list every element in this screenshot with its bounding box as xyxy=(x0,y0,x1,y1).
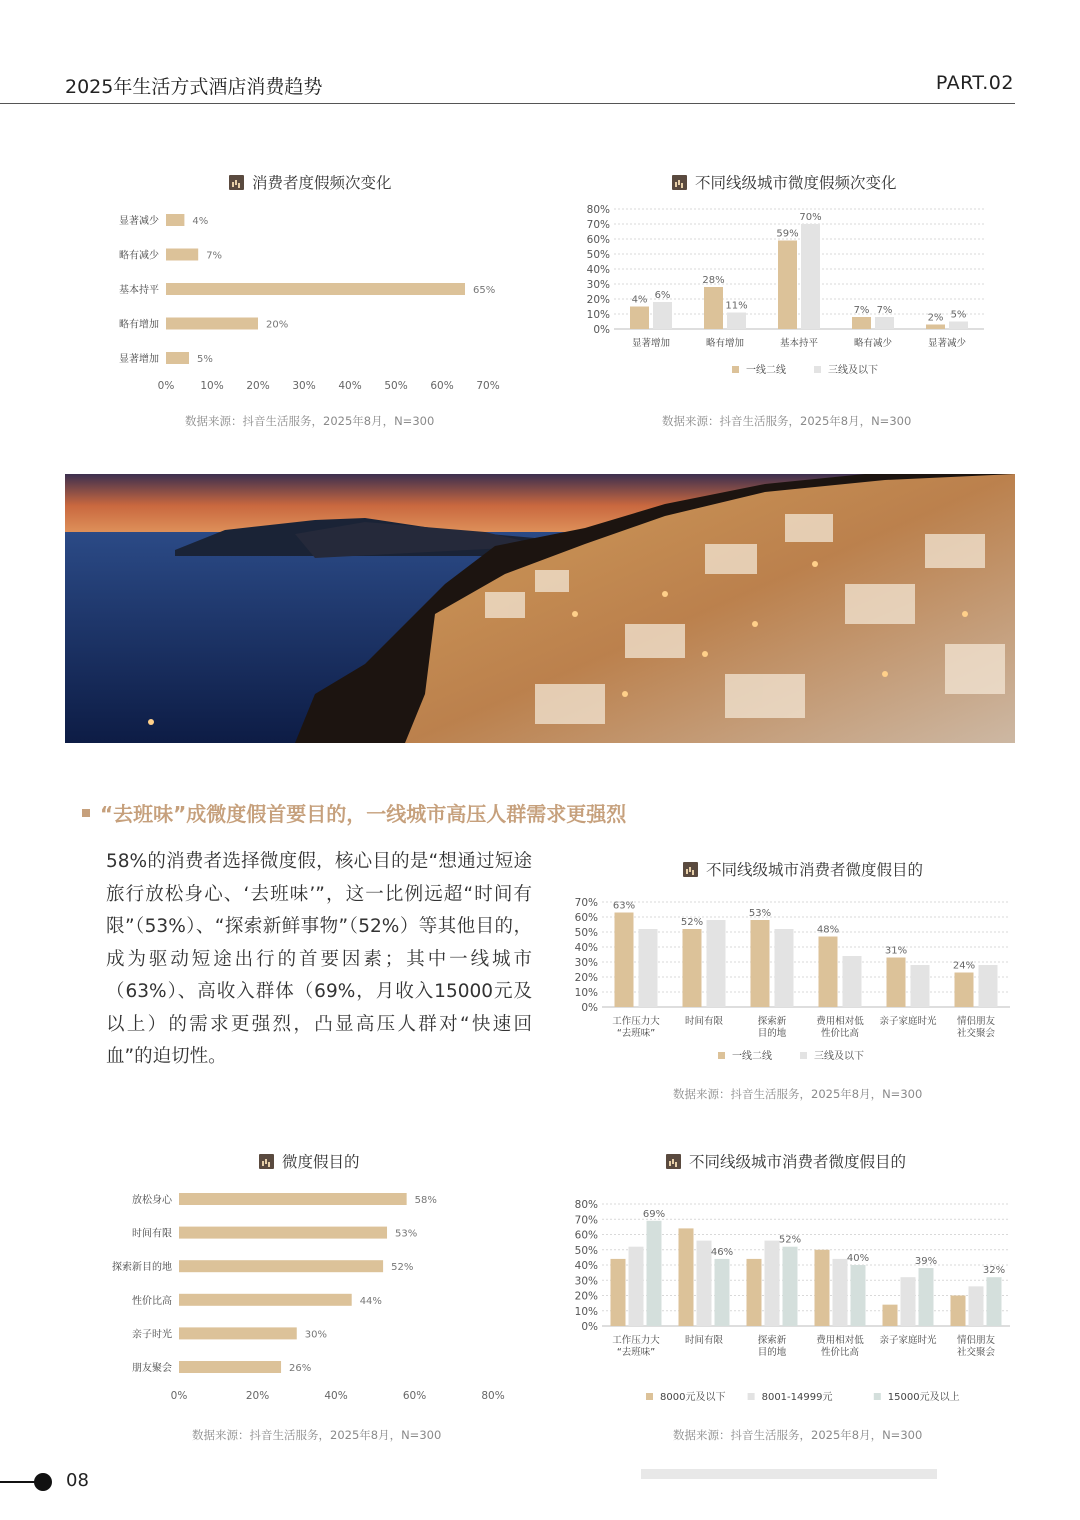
value-label: 53% xyxy=(395,1228,418,1240)
bar xyxy=(166,352,189,364)
bar xyxy=(819,937,838,1008)
chart1-horizontal-bar xyxy=(100,200,520,400)
category-label: 目的地 xyxy=(757,1347,787,1358)
chart2-source: 数据来源：抖音生活服务，2025年8月，N=300 xyxy=(662,414,912,428)
bar-chart-icon xyxy=(672,175,687,190)
category-label: 基本持平 xyxy=(119,285,159,296)
category-label: 显著增加 xyxy=(631,338,671,349)
category-label: 探索新 xyxy=(757,1335,787,1346)
chart1-title-text: 消费者度假频次变化 xyxy=(252,174,392,192)
legend-swatch xyxy=(800,1052,807,1059)
value-label: 28% xyxy=(702,275,725,286)
y-tick-label: 70% xyxy=(574,897,598,909)
y-tick-label: 0% xyxy=(581,1002,598,1014)
y-tick-label: 50% xyxy=(574,1244,598,1257)
legend-swatch xyxy=(814,366,821,373)
bar xyxy=(639,929,658,1007)
value-label: 46% xyxy=(710,1246,734,1258)
bar xyxy=(179,1361,281,1373)
chart2-title-text: 不同线级城市微度假频次变化 xyxy=(695,174,897,192)
y-tick-label: 80% xyxy=(586,204,610,216)
y-tick-label: 20% xyxy=(574,1290,598,1303)
value-label: 5% xyxy=(197,354,213,365)
bar xyxy=(765,1241,780,1326)
value-label: 39% xyxy=(914,1256,938,1268)
y-tick-label: 80% xyxy=(574,1199,598,1211)
value-label: 32% xyxy=(982,1265,1006,1277)
bar xyxy=(166,249,198,261)
value-label: 70% xyxy=(799,212,822,223)
bar-chart-icon xyxy=(666,1154,681,1169)
bar xyxy=(727,313,746,330)
x-tick-label: 60% xyxy=(430,380,454,392)
x-tick-label: 20% xyxy=(246,380,270,392)
page-number: 08 xyxy=(66,1470,89,1491)
y-tick-label: 0% xyxy=(593,324,610,336)
category-label: 略有增加 xyxy=(705,338,745,349)
value-label: 52% xyxy=(391,1262,414,1274)
y-tick-label: 20% xyxy=(574,972,598,984)
value-label: 7% xyxy=(853,305,870,316)
bar-chart-icon xyxy=(683,862,698,877)
x-tick-label: 0% xyxy=(170,1390,188,1402)
bar xyxy=(697,1241,712,1326)
bar xyxy=(987,1277,1002,1326)
report-title: 2025年生活方式酒店消费趋势 xyxy=(65,76,323,98)
value-label: 5% xyxy=(950,309,967,321)
category-label: “去班味” xyxy=(616,1347,656,1358)
bar xyxy=(815,1250,830,1326)
bar xyxy=(630,307,649,330)
chart5-title-text: 不同线级城市消费者微度假目的 xyxy=(689,1153,907,1171)
bar xyxy=(179,1327,297,1339)
bar xyxy=(166,214,184,226)
bar xyxy=(979,965,998,1007)
legend-label: 8000元及以下 xyxy=(660,1392,726,1403)
value-label: 30% xyxy=(304,1329,327,1341)
category-label: 略有减少 xyxy=(853,338,893,349)
category-label: 费用相对低 xyxy=(816,1335,864,1346)
category-label: 略有增加 xyxy=(119,319,159,331)
bar xyxy=(179,1227,387,1239)
category-label: 亲子时光 xyxy=(132,1329,172,1341)
bar xyxy=(166,283,465,295)
value-label: 44% xyxy=(359,1295,382,1307)
y-tick-label: 30% xyxy=(586,279,610,291)
bar xyxy=(715,1259,730,1326)
bar xyxy=(833,1259,848,1326)
chart3-source: 数据来源：抖音生活服务，2025年8月，N=300 xyxy=(673,1087,923,1101)
value-label: 31% xyxy=(884,945,908,957)
value-label: 40% xyxy=(846,1253,870,1264)
chart2-grouped-bar xyxy=(560,200,1000,385)
chart4-horizontal-bar xyxy=(100,1185,530,1405)
section-heading-text: “去班味”成微度假首要目的，一线城市高压人群需求更强烈 xyxy=(100,802,627,826)
bar xyxy=(679,1228,694,1326)
bar xyxy=(683,929,702,1007)
category-label: 性价比高 xyxy=(820,1347,860,1358)
category-label: 显著增加 xyxy=(119,354,159,365)
y-tick-label: 70% xyxy=(574,1214,598,1227)
value-label: 52% xyxy=(680,917,704,928)
category-label: 显著减少 xyxy=(927,338,967,349)
category-label: 放松身心 xyxy=(132,1195,172,1206)
santorini-sunset-photo xyxy=(65,474,1015,743)
bar xyxy=(653,302,672,329)
value-label: 6% xyxy=(654,290,671,301)
category-label: 探索新目的地 xyxy=(112,1262,172,1274)
y-tick-label: 40% xyxy=(574,942,598,954)
chart5-grouped-bar xyxy=(560,1188,1015,1408)
footer-dot xyxy=(34,1473,52,1491)
legend-swatch xyxy=(732,366,739,373)
bar-chart-icon xyxy=(259,1154,274,1169)
x-tick-label: 0% xyxy=(157,380,175,392)
value-label: 11% xyxy=(725,300,748,312)
bar xyxy=(783,1247,798,1326)
category-label: 时间有限 xyxy=(132,1228,172,1240)
bar xyxy=(179,1294,352,1306)
chart1-source: 数据来源：抖音生活服务，2025年8月，N=300 xyxy=(185,414,435,428)
legend-swatch xyxy=(718,1052,725,1059)
chart3-title-text: 不同线级城市消费者微度假目的 xyxy=(706,861,924,879)
category-label: “去班味” xyxy=(616,1028,656,1039)
category-label: 时间有限 xyxy=(684,1335,724,1346)
value-label: 7% xyxy=(206,250,223,262)
legend-label: 一线二线 xyxy=(746,365,786,376)
y-tick-label: 60% xyxy=(574,1229,598,1242)
bar xyxy=(852,317,871,329)
value-label: 63% xyxy=(612,900,636,912)
header-divider xyxy=(0,103,1015,104)
bar xyxy=(707,920,726,1007)
category-label: 朋友聚会 xyxy=(132,1363,172,1374)
bar xyxy=(704,287,723,329)
chart3-grouped-bar xyxy=(560,888,1015,1068)
x-tick-label: 10% xyxy=(200,380,224,392)
value-label: 7% xyxy=(876,305,893,316)
bar xyxy=(911,965,930,1007)
bar xyxy=(778,241,797,330)
y-tick-label: 50% xyxy=(574,927,598,939)
x-tick-label: 40% xyxy=(338,380,362,392)
bar-chart-icon xyxy=(229,175,244,190)
value-label: 26% xyxy=(289,1363,312,1374)
category-label: 探索新 xyxy=(757,1016,787,1027)
bar xyxy=(843,956,862,1007)
bar xyxy=(901,1277,916,1326)
chart3-title xyxy=(683,858,923,880)
bar xyxy=(926,325,945,330)
bar xyxy=(801,224,820,329)
bar xyxy=(883,1305,898,1326)
heading-marker xyxy=(82,809,90,817)
bar xyxy=(955,973,974,1008)
bar xyxy=(951,1296,966,1327)
value-label: 4% xyxy=(192,216,209,227)
category-label: 情侣朋友 xyxy=(956,1335,996,1346)
value-label: 59% xyxy=(776,228,799,240)
category-label: 略有减少 xyxy=(119,250,159,262)
bar xyxy=(851,1265,866,1326)
y-tick-label: 10% xyxy=(574,1305,598,1318)
chart4-title xyxy=(259,1150,360,1172)
y-tick-label: 10% xyxy=(586,309,610,321)
y-tick-label: 10% xyxy=(574,987,598,999)
legend-swatch xyxy=(874,1393,881,1400)
value-label: 69% xyxy=(642,1208,666,1220)
x-tick-label: 30% xyxy=(292,380,316,392)
value-label: 4% xyxy=(631,294,648,306)
y-tick-label: 70% xyxy=(586,219,610,231)
photo-illustration xyxy=(65,474,1015,743)
value-label: 58% xyxy=(414,1195,437,1206)
category-label: 工作压力大 xyxy=(612,1335,660,1346)
y-tick-label: 40% xyxy=(574,1260,598,1272)
category-label: 社交聚会 xyxy=(956,1028,996,1039)
legend-label: 三线及以下 xyxy=(828,365,878,376)
category-label: 情侣朋友 xyxy=(956,1016,996,1027)
bar xyxy=(887,958,906,1008)
section-body-text: 58%的消费者选择微度假，核心目的是“想通过短途旅行放松身心、‘去班味’”，这一比例远超“时间有限”（53%）、“探索新鲜事物”（52%）等其他目的，成为驱动短途出行的首要因素；其中一线城市（63%）、高收入群体（69%，月收入15000元及以上）的需求更强烈，凸显高压人群对“快速回血”的迫切性。 xyxy=(106,851,532,1067)
bar xyxy=(615,913,634,1008)
x-tick-label: 20% xyxy=(245,1390,270,1402)
legend-label: 一线二线 xyxy=(732,1051,772,1062)
bar xyxy=(647,1221,662,1326)
section-heading xyxy=(82,798,626,827)
chart4-source: 数据来源：抖音生活服务，2025年8月，N=300 xyxy=(192,1428,442,1442)
chart2-title xyxy=(672,171,897,193)
bar xyxy=(875,317,894,329)
chart1-title xyxy=(229,171,392,193)
x-tick-label: 50% xyxy=(384,380,408,392)
y-tick-label: 60% xyxy=(586,234,610,246)
value-label: 65% xyxy=(473,285,496,296)
category-label: 显著减少 xyxy=(119,216,159,227)
value-label: 2% xyxy=(927,312,944,324)
y-tick-label: 30% xyxy=(574,1275,598,1288)
legend-swatch xyxy=(748,1393,755,1400)
value-label: 24% xyxy=(952,960,976,972)
x-tick-label: 80% xyxy=(481,1390,505,1402)
value-label: 48% xyxy=(816,924,840,936)
value-label: 53% xyxy=(748,908,772,919)
legend-label: 15000元及以上 xyxy=(887,1392,960,1403)
category-label: 性价比高 xyxy=(820,1028,860,1039)
bar xyxy=(747,1259,762,1326)
y-tick-label: 50% xyxy=(586,249,610,261)
chart5-title xyxy=(666,1150,906,1172)
x-tick-label: 40% xyxy=(324,1390,348,1402)
chart5-source: 数据来源：抖音生活服务，2025年8月，N=300 xyxy=(673,1428,923,1442)
category-label: 社交聚会 xyxy=(956,1347,996,1358)
y-tick-label: 0% xyxy=(581,1321,598,1333)
bar xyxy=(179,1193,407,1205)
category-label: 亲子家庭时光 xyxy=(879,1335,937,1346)
bar xyxy=(611,1259,626,1326)
bar xyxy=(919,1268,934,1326)
y-tick-label: 30% xyxy=(574,957,598,969)
bar xyxy=(751,920,770,1007)
x-tick-label: 60% xyxy=(402,1390,427,1402)
footer-line xyxy=(0,1481,36,1483)
legend-swatch xyxy=(646,1393,653,1400)
chart4-title-text: 微度假目的 xyxy=(282,1153,360,1171)
category-label: 基本持平 xyxy=(779,338,819,349)
value-label: 52% xyxy=(778,1234,802,1246)
bar xyxy=(179,1260,383,1272)
category-label: 工作压力大 xyxy=(612,1016,660,1027)
category-label: 时间有限 xyxy=(684,1016,724,1027)
category-label: 目的地 xyxy=(757,1028,787,1039)
footer-bar xyxy=(641,1469,937,1479)
value-label: 20% xyxy=(266,319,289,331)
y-tick-label: 20% xyxy=(586,294,610,306)
bar xyxy=(166,318,258,330)
part-label: PART.02 xyxy=(935,72,1014,94)
bar xyxy=(949,322,968,330)
y-tick-label: 60% xyxy=(574,912,598,924)
bar xyxy=(969,1286,984,1326)
bar xyxy=(629,1247,644,1326)
legend-label: 三线及以下 xyxy=(814,1051,864,1062)
category-label: 亲子家庭时光 xyxy=(879,1016,937,1027)
y-tick-label: 40% xyxy=(586,264,610,276)
x-tick-label: 70% xyxy=(476,380,500,392)
category-label: 性价比高 xyxy=(132,1295,172,1307)
bar xyxy=(775,929,794,1007)
category-label: 费用相对低 xyxy=(816,1016,864,1027)
legend-label: 8001-14999元 xyxy=(761,1392,833,1403)
